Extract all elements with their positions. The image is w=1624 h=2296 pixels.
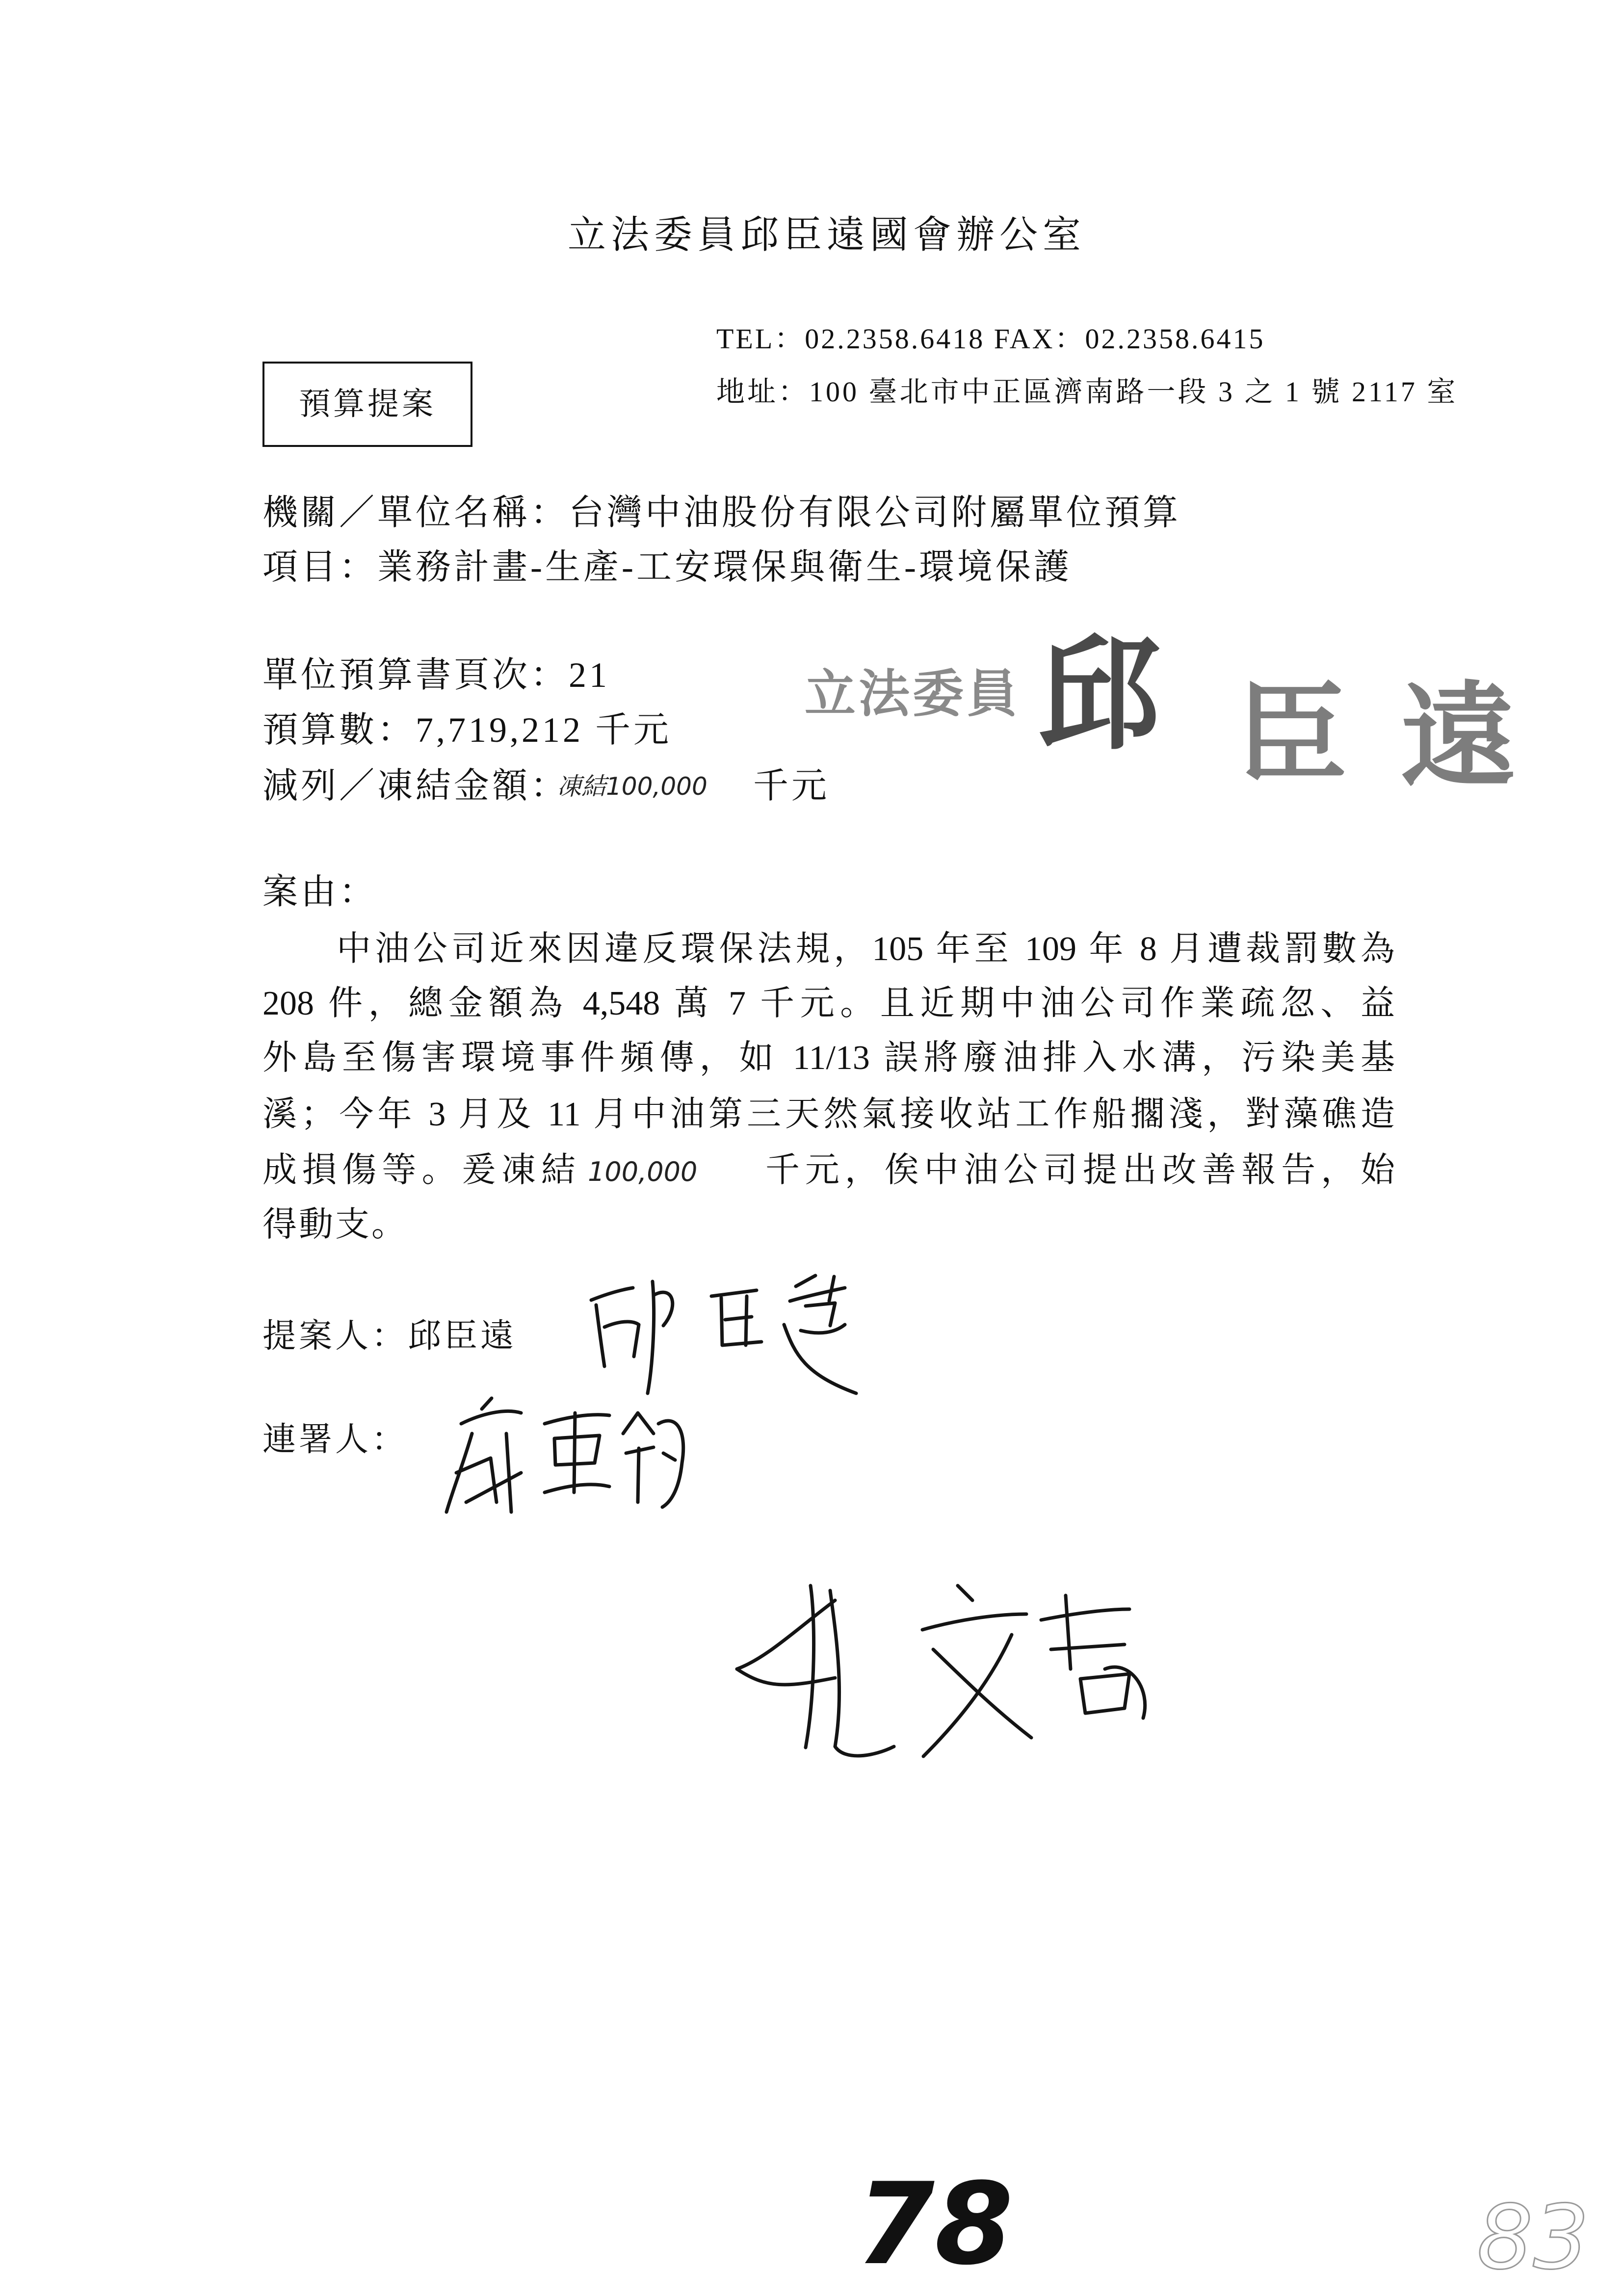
reason-last-line: 得動支。: [262, 1206, 408, 1244]
signature-stroke: [638, 1448, 639, 1502]
signature-stroke: [958, 1586, 972, 1600]
reason-line: 外島至傷害環境事件頻傳，如 11/13 誤將廢油排入水溝，污染美基: [262, 1039, 1395, 1077]
signature-stroke: [737, 1600, 835, 1669]
signature-stroke: [796, 1276, 815, 1286]
signature-stroke: [506, 1434, 511, 1512]
signature-stroke: [922, 1614, 1026, 1630]
proposal-type-box: [262, 362, 472, 447]
reason-freeze-handwritten-amount: 100,000: [588, 1156, 698, 1187]
stamp-name-char: 邱: [1038, 622, 1160, 766]
agency-field: 機關／單位名稱：台灣中油股份有限公司附屬單位預算: [262, 493, 1181, 532]
signature-stroke: [626, 1447, 654, 1453]
signature-stroke: [1041, 1609, 1129, 1620]
handwritten-page-number: 78: [856, 2159, 1014, 2290]
signature-stroke: [648, 1281, 654, 1393]
stamp-title: 立法委員: [805, 663, 1021, 724]
signature-stroke: [1066, 1595, 1071, 1669]
signature-stroke: [604, 1322, 639, 1357]
signature-stroke: [830, 1591, 894, 1756]
reason-line: 208 件，總金額為 4,548 萬 7 千元。且近期中油公司作業疏忽、益: [262, 985, 1395, 1022]
signature-stroke: [746, 1296, 747, 1345]
signature-stroke: [801, 1325, 845, 1333]
signature-stroke: [806, 1586, 814, 1748]
page-ref-field: 單位預算書頁次：21: [262, 655, 610, 695]
signature-stroke: [623, 1413, 654, 1434]
reduction-handwritten-amount: 凍結100,000: [557, 772, 707, 801]
signature-stroke: [596, 1305, 604, 1366]
signature-stroke: [725, 1317, 752, 1320]
tel-fax-line: TEL：02.2358.6418 FAX：02.2358.6415: [716, 323, 1265, 355]
reason-line: 中油公司近來因違反環保法規，105 年至 109 年 8 月遭裁罰數為: [337, 930, 1395, 968]
signature-proposer: [591, 1276, 856, 1393]
reason-freeze-after: 千元，俟中油公司提出改善報告，始: [765, 1151, 1395, 1189]
signature-stroke: [658, 1421, 683, 1507]
item-field: 項目：業務計畫-生產-工安環保與衛生-環境保護: [262, 548, 1072, 587]
signature-stroke: [790, 1288, 845, 1301]
signature-stroke: [737, 1669, 835, 1685]
reason-freeze-before: 成損傷等。爰凍結: [262, 1151, 576, 1189]
reduction-label: 減列／凍結金額：: [262, 766, 569, 806]
signature-stroke: [654, 1292, 673, 1326]
signature-stroke: [1051, 1644, 1125, 1649]
signature-stroke: [721, 1298, 761, 1345]
signature-stroke: [545, 1415, 609, 1424]
signature-cosigner-1: [446, 1398, 683, 1512]
cosigner-label: 連署人：: [262, 1421, 408, 1458]
signature-stroke: [466, 1473, 521, 1502]
address-line: 地址：100 臺北市中正區濟南路一段 3 之 1 號 2117 室: [716, 376, 1458, 408]
reduction-unit: 千元: [753, 766, 830, 806]
signature-stroke: [829, 1277, 834, 1301]
reason-label: 案由：: [262, 872, 378, 912]
signature-cosigner-2: [737, 1586, 1145, 1756]
signature-stroke: [446, 1434, 472, 1512]
signature-stroke: [933, 1649, 1031, 1738]
signature-stroke: [784, 1325, 856, 1393]
office-title: 立法委員邱臣遠國會辦公室: [567, 213, 1086, 256]
signature-stroke: [554, 1435, 600, 1465]
stamp-name-char: 遠: [1401, 669, 1516, 805]
signature-stroke: [574, 1413, 575, 1492]
proposer-label: 提案人：邱臣遠: [262, 1317, 517, 1355]
stamp-name-char: 臣: [1236, 670, 1347, 799]
signature-stroke: [923, 1635, 1012, 1756]
signature-stroke: [1080, 1674, 1129, 1713]
signature-stroke: [806, 1303, 835, 1326]
secondary-page-number: 83: [1477, 2187, 1590, 2289]
signature-stroke: [1105, 1667, 1145, 1718]
signature-stroke: [545, 1485, 609, 1492]
signature-stroke: [461, 1411, 521, 1424]
signature-stroke: [711, 1290, 757, 1296]
budget-amount-field: 預算數：7,719,212 千元: [262, 710, 672, 750]
proposal-type-label: 預算提案: [299, 387, 436, 421]
signature-stroke: [663, 1453, 675, 1460]
reason-line: 溪；今年 3 月及 11 月中油第三天然氣接收站工作船擱淺，對藻礁造: [262, 1096, 1395, 1133]
signature-stroke: [482, 1398, 492, 1409]
signature-stroke: [456, 1458, 497, 1502]
signature-stroke: [591, 1288, 633, 1300]
